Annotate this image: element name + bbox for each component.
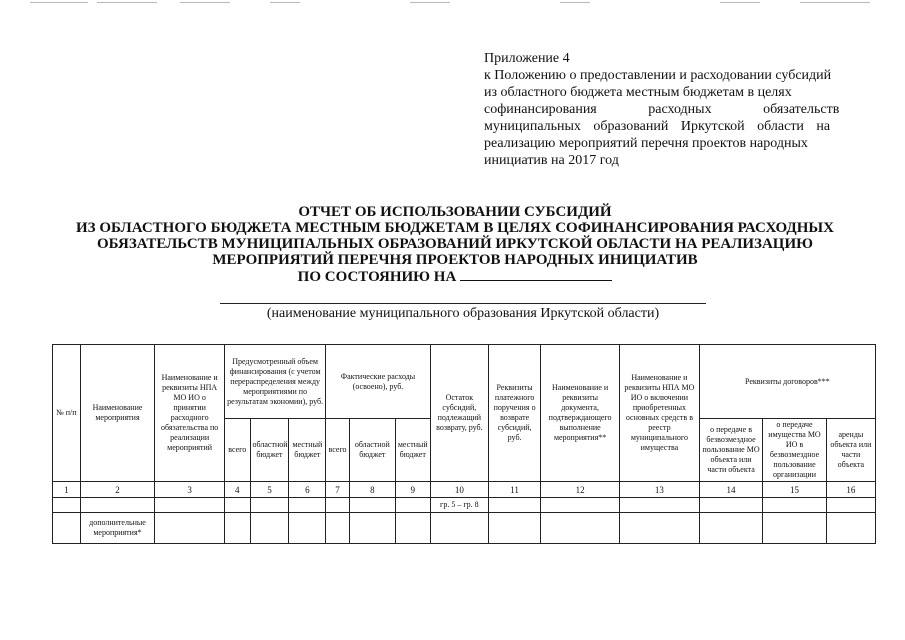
table-cell[interactable] (763, 498, 826, 513)
table-cell[interactable] (489, 513, 541, 544)
column-number: 1 (53, 482, 81, 498)
column-number-row (53, 482, 876, 498)
as-of-line (40, 268, 870, 285)
column-number: 5 (250, 482, 289, 498)
extra-events-label: дополнительные мероприятия* (80, 513, 155, 544)
table-cell[interactable] (763, 513, 826, 544)
appendix-line: из областного бюджета местным бюджетам в целях (484, 85, 792, 100)
column-number: 11 (489, 482, 541, 498)
appendix-block (484, 50, 878, 169)
header-contract-free-use-mo: о передаче в безвозмездное пользование МО объекта или части объекта (699, 419, 762, 482)
report-title-line: ОБЯЗАТЕЛЬСТВ МУНИЦИПАЛЬНЫХ ОБРАЗОВАНИЙ ИРКУТСКОЙ ОБЛАСТИ НА РЕАЛИЗАЦИЮ (96, 236, 814, 252)
header-num: № п/п (53, 345, 81, 482)
as-of-date-blank[interactable] (460, 268, 612, 281)
column-number: 3 (155, 482, 225, 498)
table-cell[interactable] (326, 513, 350, 544)
header-payment-order: Реквизиты платежного поручения о возврате субсидий, руб. (489, 345, 541, 482)
header-actual: Фактические расходы (освоено), руб. (326, 345, 430, 419)
header-npa-property: Наименование и реквизиты НПА МО ИО о включении приобретенных основных средств в реестр муниципального имущества (620, 345, 700, 482)
column-number: 13 (620, 482, 700, 498)
table-cell[interactable] (395, 513, 430, 544)
extra-events-row (53, 513, 876, 544)
header-contract-free-use-org: о передаче имущества МО ИО в безвозмездное пользование организации (763, 419, 826, 482)
column-number: 7 (326, 482, 350, 498)
header-remainder: Остаток субсидий, подлежащий возврату, руб. (430, 345, 488, 482)
formula-row (53, 498, 876, 513)
header-event-name: Наименование мероприятия (80, 345, 155, 482)
header-document: Наименование и реквизиты документа, подтверждающего выполнение мероприятия** (541, 345, 620, 482)
header-contract-rent: аренды объекта или части объекта (826, 419, 875, 482)
header-planned: Предусмотренный объем финансирования (с учетом перераспределения между мероприятиями по результатам экономии), руб. (224, 345, 325, 419)
table-cell[interactable] (289, 498, 326, 513)
appendix-line: муниципальных образований Иркутской области на (484, 119, 831, 134)
table-cell[interactable] (53, 513, 81, 544)
appendix-title: Приложение 4 (484, 51, 570, 66)
scan-edge-marks (0, 0, 905, 8)
column-number: 15 (763, 482, 826, 498)
column-number: 9 (395, 482, 430, 498)
table-cell[interactable] (541, 513, 620, 544)
mo-name-blank[interactable] (220, 303, 706, 304)
column-number: 8 (349, 482, 395, 498)
table-cell[interactable] (395, 498, 430, 513)
table-cell[interactable] (326, 498, 350, 513)
report-title-line: ИЗ ОБЛАСТНОГО БЮДЖЕТА МЕСТНЫМ БЮДЖЕТАМ В ЦЕЛЯХ СОФИНАНСИРОВАНИЯ РАСХОДНЫХ (76, 220, 834, 236)
header-planned-total: всего (224, 419, 250, 482)
column-number: 10 (430, 482, 488, 498)
table-cell[interactable] (155, 498, 225, 513)
table-cell[interactable] (430, 513, 488, 544)
table-cell[interactable] (699, 513, 762, 544)
appendix-line: софинансирования расходных обязательств (484, 102, 840, 117)
header-actual-local: местный бюджет (395, 419, 430, 482)
table-cell[interactable] (250, 498, 289, 513)
table-cell[interactable] (826, 498, 875, 513)
header-planned-local: местный бюджет (289, 419, 326, 482)
table-cell[interactable] (289, 513, 326, 544)
formula-cell: гр. 5 – гр. 8 (430, 498, 488, 513)
table-cell[interactable] (349, 498, 395, 513)
column-number: 16 (826, 482, 875, 498)
table-cell[interactable] (620, 513, 700, 544)
table-cell[interactable] (250, 513, 289, 544)
table-cell[interactable] (224, 498, 250, 513)
appendix-line: реализацию мероприятий перечня проектов народных (484, 136, 808, 151)
column-number: 6 (289, 482, 326, 498)
table-cell[interactable] (541, 498, 620, 513)
appendix-line: инициатив на 2017 год (484, 153, 619, 168)
column-number: 14 (699, 482, 762, 498)
table-cell[interactable] (349, 513, 395, 544)
table-cell[interactable] (699, 498, 762, 513)
header-actual-total: всего (326, 419, 350, 482)
column-number: 12 (541, 482, 620, 498)
header-npa: Наименование и реквизиты НПА МО ИО о принятии расходного обязательства по реализации мероприятий (155, 345, 225, 482)
table-cell[interactable] (489, 498, 541, 513)
table-cell[interactable] (620, 498, 700, 513)
as-of-label: ПО СОСТОЯНИЮ НА (297, 269, 457, 285)
table-cell[interactable] (80, 498, 155, 513)
appendix-line: к Положению о предоставлении и расходовании субсидий (484, 68, 832, 83)
column-number: 2 (80, 482, 155, 498)
mo-caption: (наименование муниципального образования Иркутской области) (266, 306, 660, 321)
table-cell[interactable] (826, 513, 875, 544)
column-number: 4 (224, 482, 250, 498)
table-cell[interactable] (224, 513, 250, 544)
table-cell[interactable] (53, 498, 81, 513)
header-planned-regional: областной бюджет (250, 419, 289, 482)
header-actual-regional: областной бюджет (349, 419, 395, 482)
report-table (52, 344, 876, 544)
report-title-line: МЕРОПРИЯТИЙ ПЕРЕЧНЯ ПРОЕКТОВ НАРОДНЫХ ИНИЦИАТИВ (212, 252, 698, 268)
table-cell[interactable] (155, 513, 225, 544)
header-contracts: Реквизиты договоров*** (699, 345, 875, 419)
report-title-line: ОТЧЕТ ОБ ИСПОЛЬЗОВАНИИ СУБСИДИЙ (298, 204, 612, 220)
report-title (40, 204, 870, 285)
